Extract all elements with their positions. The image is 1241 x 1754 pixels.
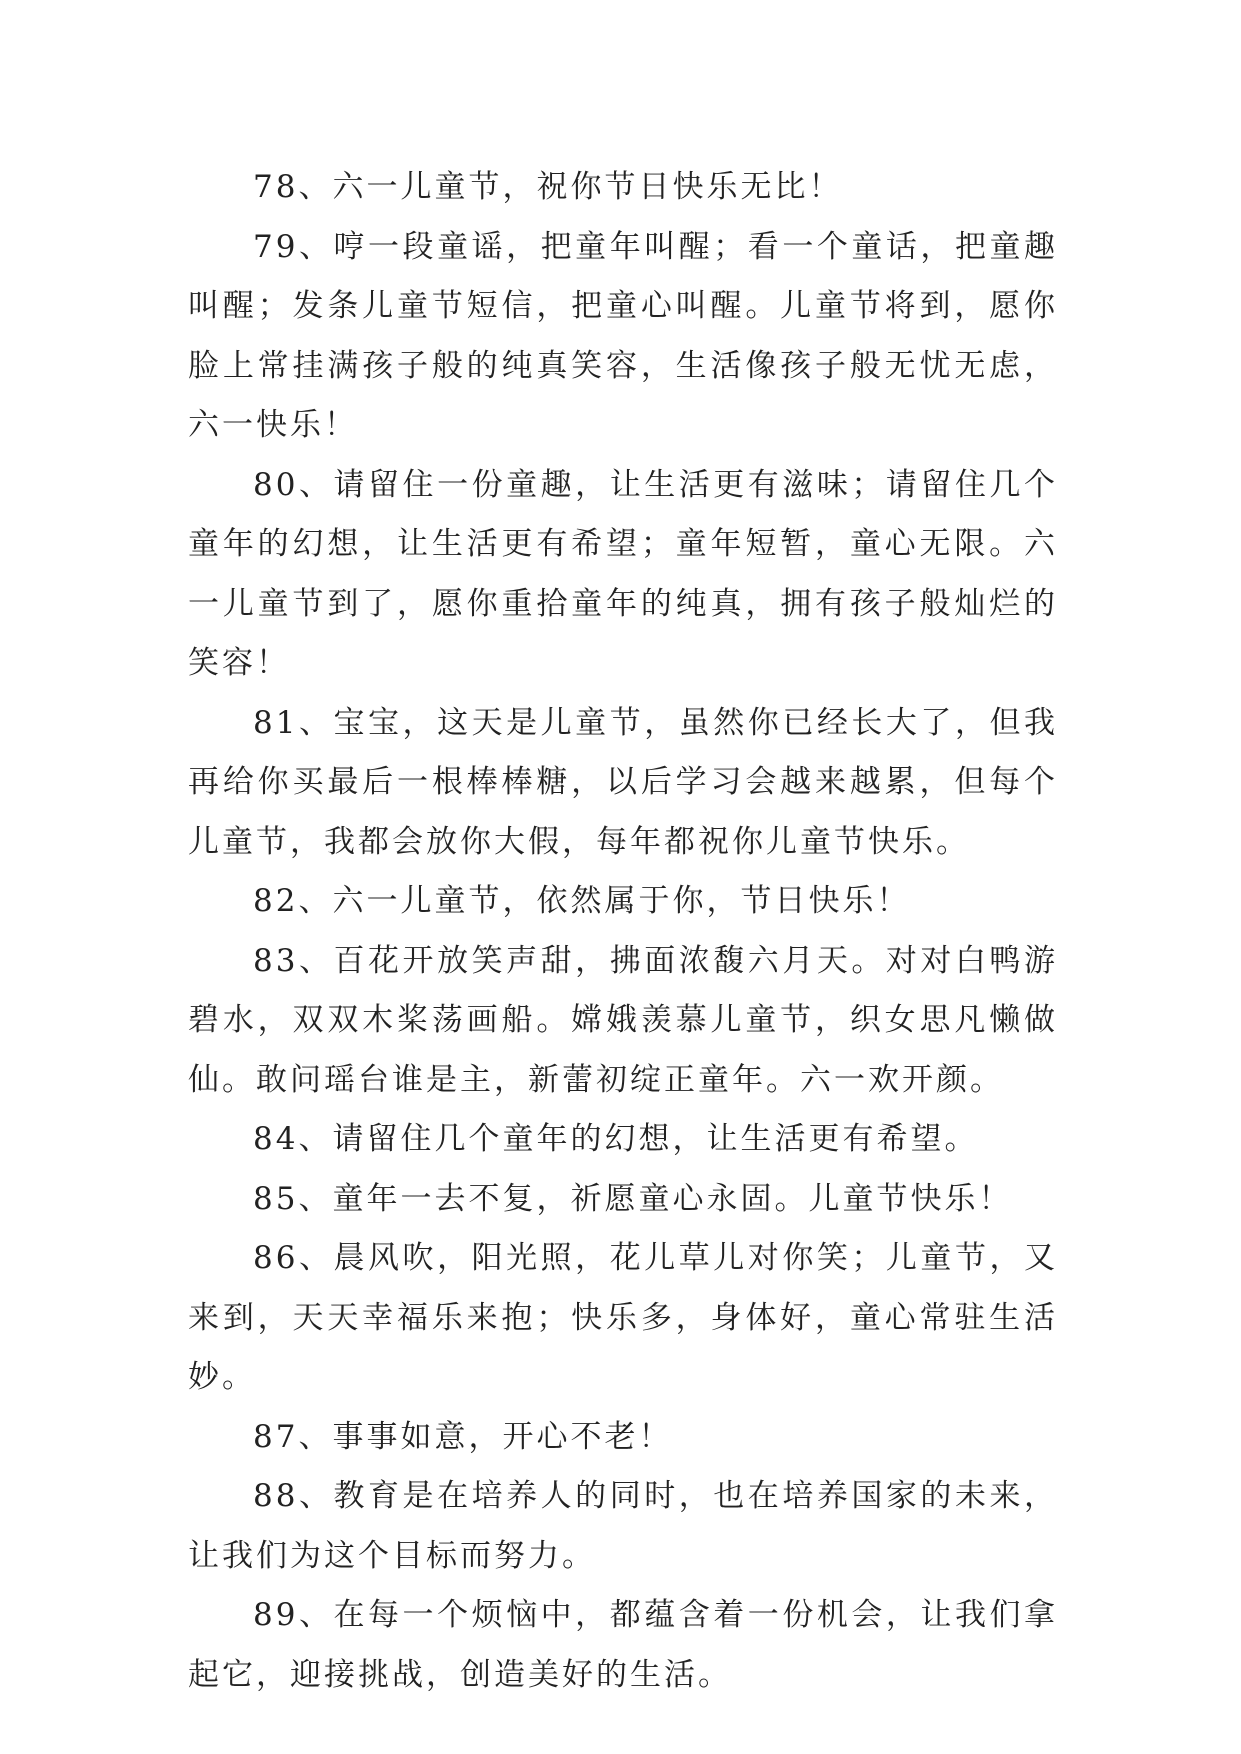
paragraph-83: 83、百花开放笑声甜，拂面浓馥六月天。对对白鸭游碧水，双双木桨荡画船。嫦娥羡慕儿童节，织女思凡懒做仙。敢问瑶台谁是主，新蕾初绽正童年。六一欢开颜。	[188, 942, 1058, 1098]
document-body	[188, 158, 1058, 1705]
paragraph-81: 81、宝宝，这天是儿童节，虽然你已经长大了，但我再给你买最后一根棒棒糖，以后学习会越来越累，但每个儿童节，我都会放你大假，每年都祝你儿童节快乐。	[188, 704, 1058, 860]
paragraph-82: 82、六一儿童节，依然属于你，节日快乐！	[253, 883, 911, 919]
paragraph-86: 86、晨风吹，阳光照，花儿草儿对你笑；儿童节，又来到，天天幸福乐来抱；快乐多，身体好，童心常驻生活妙。	[188, 1240, 1058, 1395]
paragraph-87: 87、事事如意，开心不老！	[253, 1418, 673, 1455]
paragraph-88: 88、教育是在培养人的同时，也在培养国家的未来，让我们为这个目标而努力。	[188, 1478, 1058, 1574]
paragraph-85: 85、童年一去不复，祈愿童心永固。儿童节快乐！	[253, 1180, 1013, 1217]
paragraph-80: 80、请留住一份童趣，让生活更有滋味；请留住几个童年的幻想，让生活更有希望；童年短暂，童心无限。六一儿童节到了，愿你重拾童年的纯真，拥有孩子般灿烂的笑容！	[188, 466, 1058, 681]
paragraph-78: 78、六一儿童节，祝你节日快乐无比！	[253, 169, 843, 205]
paragraph-79: 79、哼一段童谣，把童年叫醒；看一个童话，把童趣叫醒；发条儿童节短信，把童心叫醒。儿童节将到，愿你脸上常挂满孩子般的纯真笑容，生活像孩子般无忧无虑，六一快乐！	[188, 228, 1058, 443]
paragraph-89: 89、在每一个烦恼中，都蕴含着一份机会，让我们拿起它，迎接挑战，创造美好的生活。	[188, 1597, 1058, 1693]
paragraph-84: 84、请留住几个童年的幻想，让生活更有希望。	[253, 1121, 979, 1157]
